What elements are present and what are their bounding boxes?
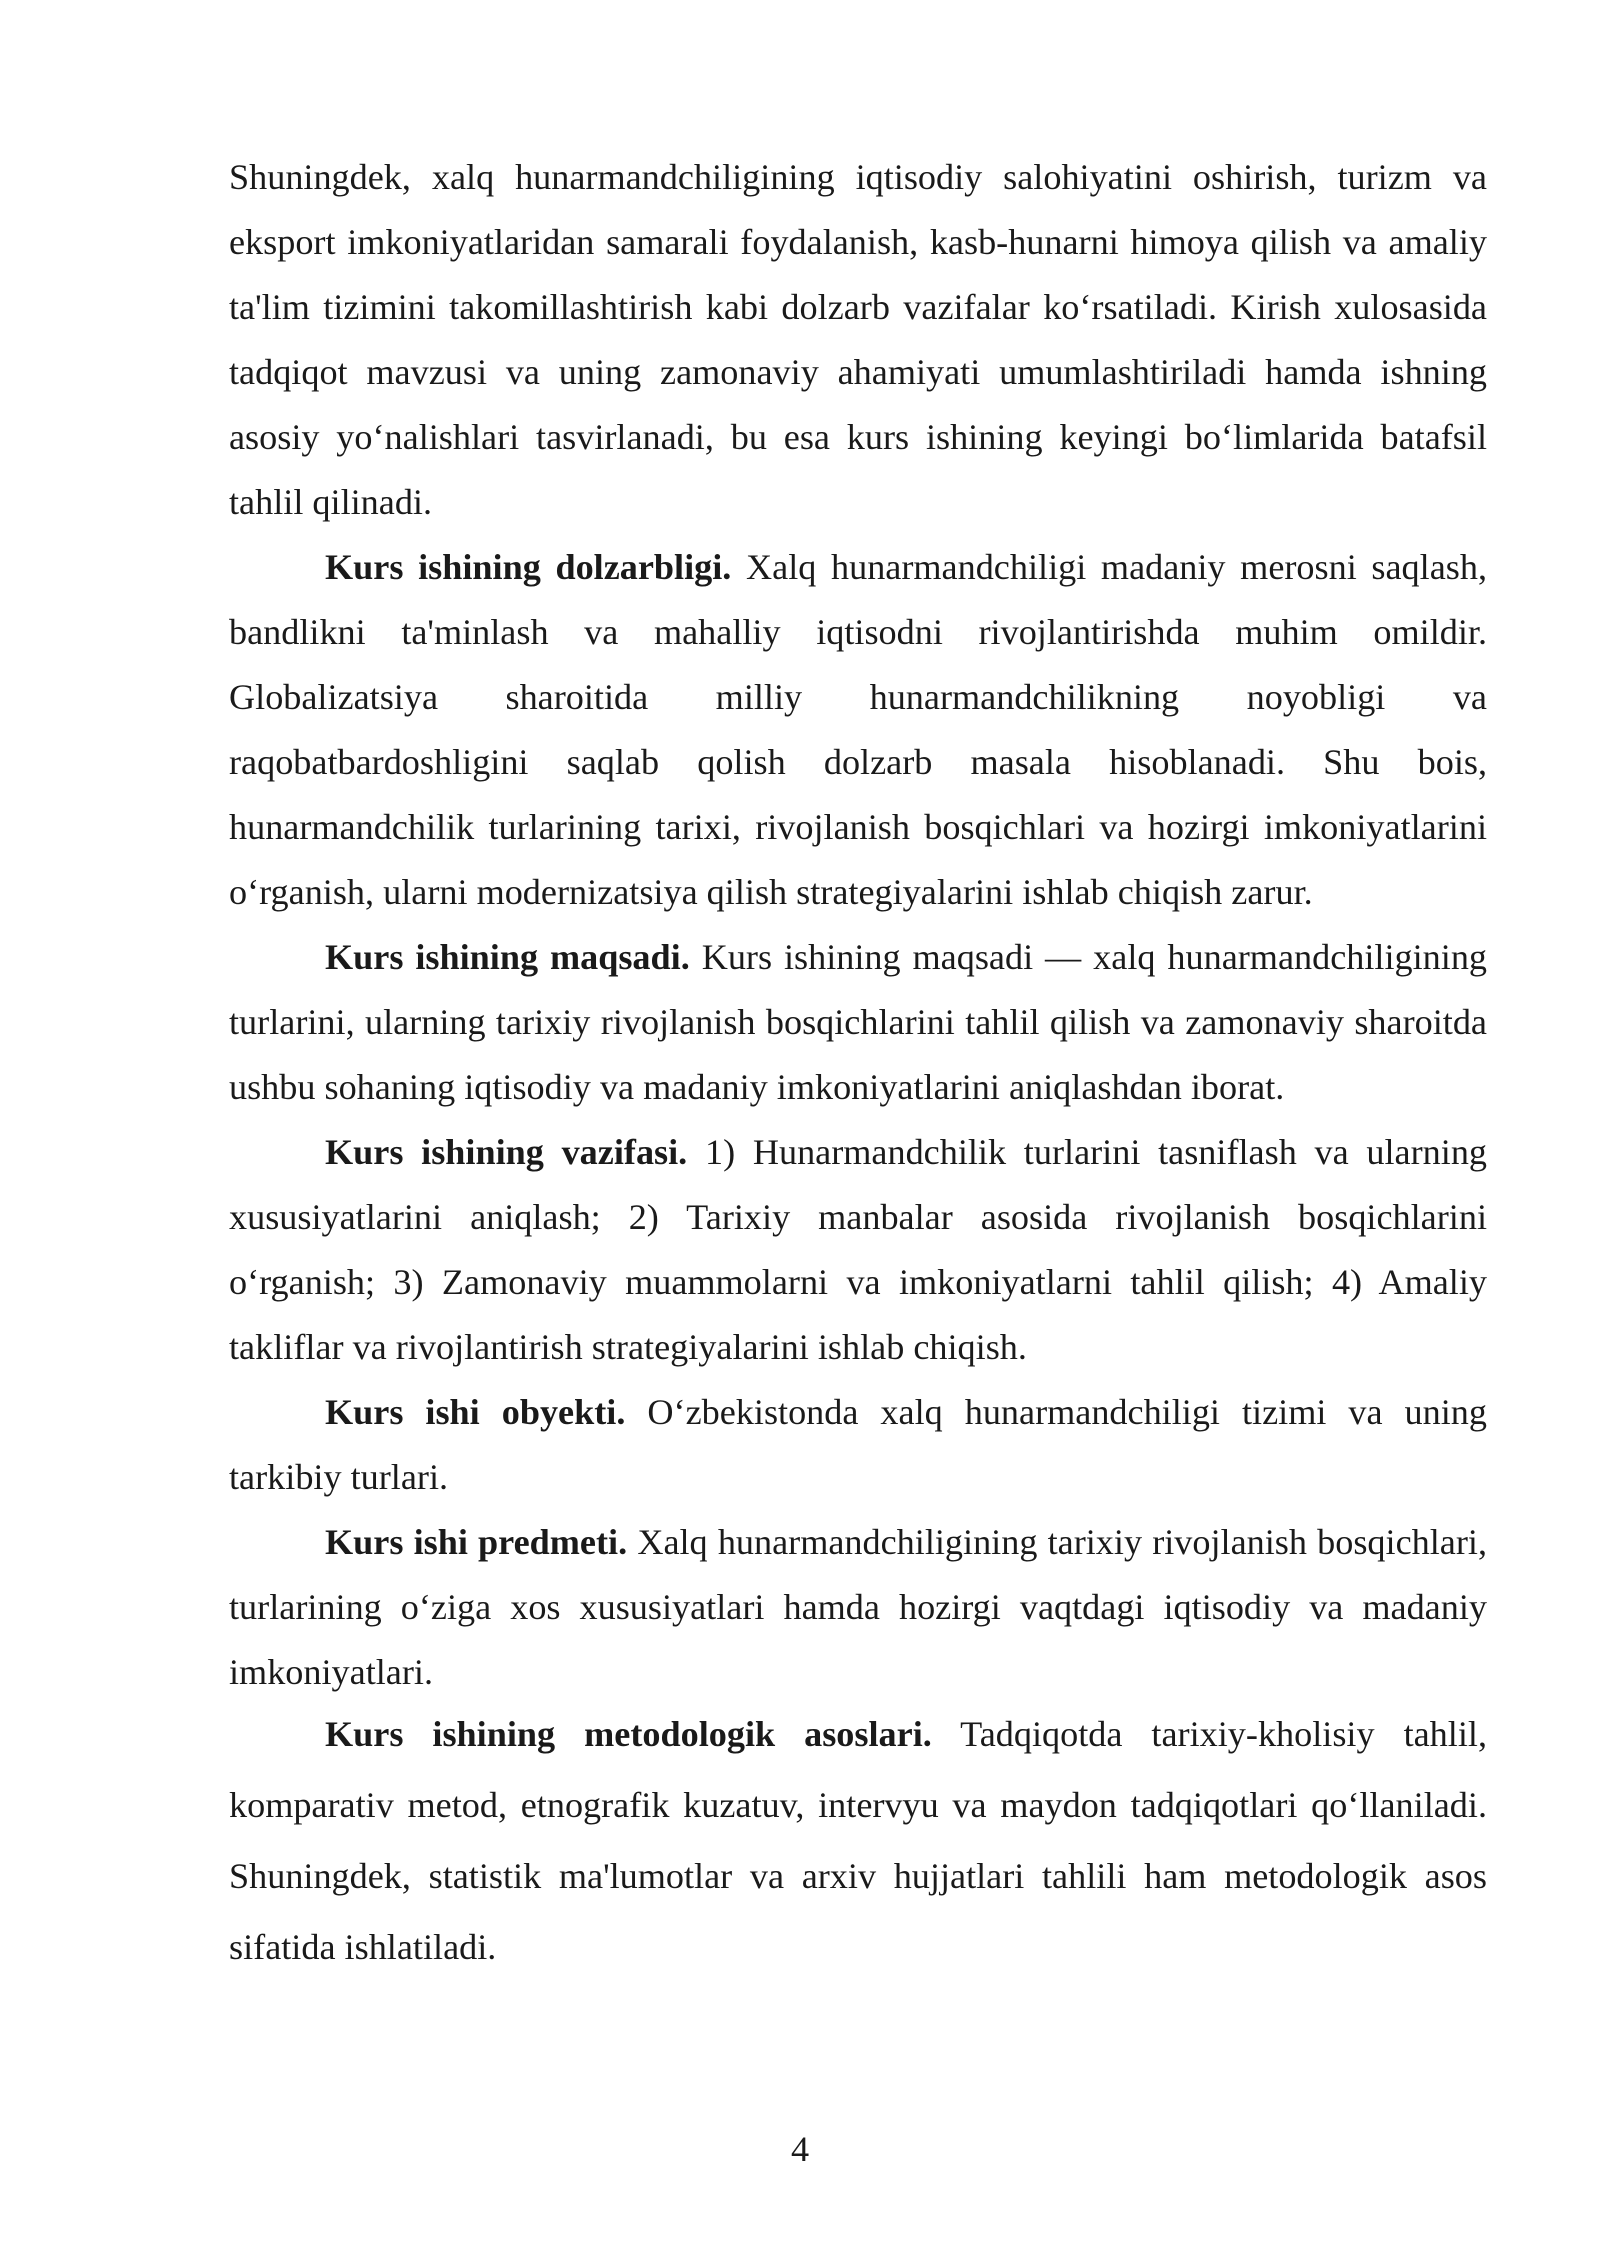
relevance-text: Xalq hunarmandchiligi madaniy merosni saqlash, bandlikni ta'minlash va mahalliy iqtisodni rivojlantirishda muhim omildir. Globalizatsiya sharoitida milliy hunarmandchilikning noyobligi va raqobatbardoshligini saqlab qolish dolzarb masala hisoblanadi. Shu bois, hunarmandchilik turlarining tarixi, rivojlanish bosqichlari va hozirgi imkoniyatlarini o‘rganish, ularni modernizatsiya qilish strategiyalarini ishlab chiqish zarur.: [229, 547, 1487, 912]
tasks-paragraph: [229, 1120, 1487, 1380]
subject-text: Xalq hunarmandchiligining tarixiy rivojlanish bosqichlari, turlarining o‘ziga xos xususiyatlari hamda hozirgi vaqtdagi iqtisodiy va madaniy imkoniyatlari.: [229, 1522, 1487, 1692]
relevance-heading: Kurs ishining dolzarbligi.: [325, 547, 732, 587]
tasks-heading: Kurs ishining vazifasi.: [325, 1132, 688, 1172]
goal-paragraph: [229, 925, 1487, 1120]
tasks-text: 1) Hunarmandchilik turlarini tasniflash va ularning xususiyatlarini aniqlash; 2) Tarixiy manbalar asosida rivojlanish bosqichlarini o‘rganish; 3) Zamonaviy muammolarni va imkoniyatlarni tahlil qilish; 4) Amaliy takliflar va rivojlantirish strategiyalarini ishlab chiqish.: [229, 1132, 1488, 1367]
intro-paragraph: [229, 145, 1487, 535]
intro-paragraph-text: Shuningdek, xalq hunarmandchiligining iqtisodiy salohiyatini oshirish, turizm va eksport imkoniyatlaridan samarali foydalanish, kasb-hunarni himoya qilish va amaliy ta'lim tizimini takomillashtirish kabi dolzarb vazifalar ko‘rsatiladi. Kirish xulosasida tadqiqot mavzusi va uning zamonaviy ahamiyati umumlashtiriladi hamda ishning asosiy yo‘nalishlari tasvirlanadi, bu esa kurs ishining keyingi bo‘limlarida batafsil tahlil qilinadi.: [229, 157, 1487, 522]
page-number: 4: [790, 2129, 810, 2169]
subject-heading: Kurs ishi predmeti.: [325, 1522, 628, 1562]
object-paragraph: [229, 1380, 1487, 1510]
goal-heading: Kurs ishining maqsadi.: [325, 937, 690, 977]
relevance-paragraph: [229, 535, 1487, 925]
subject-paragraph: [229, 1510, 1487, 1705]
object-heading: Kurs ishi obyekti.: [325, 1392, 626, 1432]
methodology-heading: Kurs ishining metodologik asoslari.: [325, 1714, 932, 1754]
document-page: [229, 145, 1487, 1983]
object-text: O‘zbekistonda xalq hunarmandchiligi tizimi va uning tarkibiy turlari.: [229, 1392, 1487, 1497]
goal-text: Kurs ishining maqsadi — xalq hunarmandchiligining turlarini, ularning tarixiy rivojlanish bosqichlarini tahlil qilish va zamonaviy sharoitda ushbu sohaning iqtisodiy va madaniy imkoniyatlarini aniqlashdan iborat.: [229, 937, 1488, 1107]
methodology-paragraph: [229, 1699, 1487, 1983]
methodology-text: Tadqiqotda tarixiy-kholisiy tahlil, komparativ metod, etnografik kuzatuv, intervyu va maydon tadqiqotlari qo‘llaniladi. Shuningdek, statistik ma'lumotlar va arxiv hujjatlari tahlili ham metodologik asos sifatida ishlatiladi.: [229, 1714, 1487, 1967]
